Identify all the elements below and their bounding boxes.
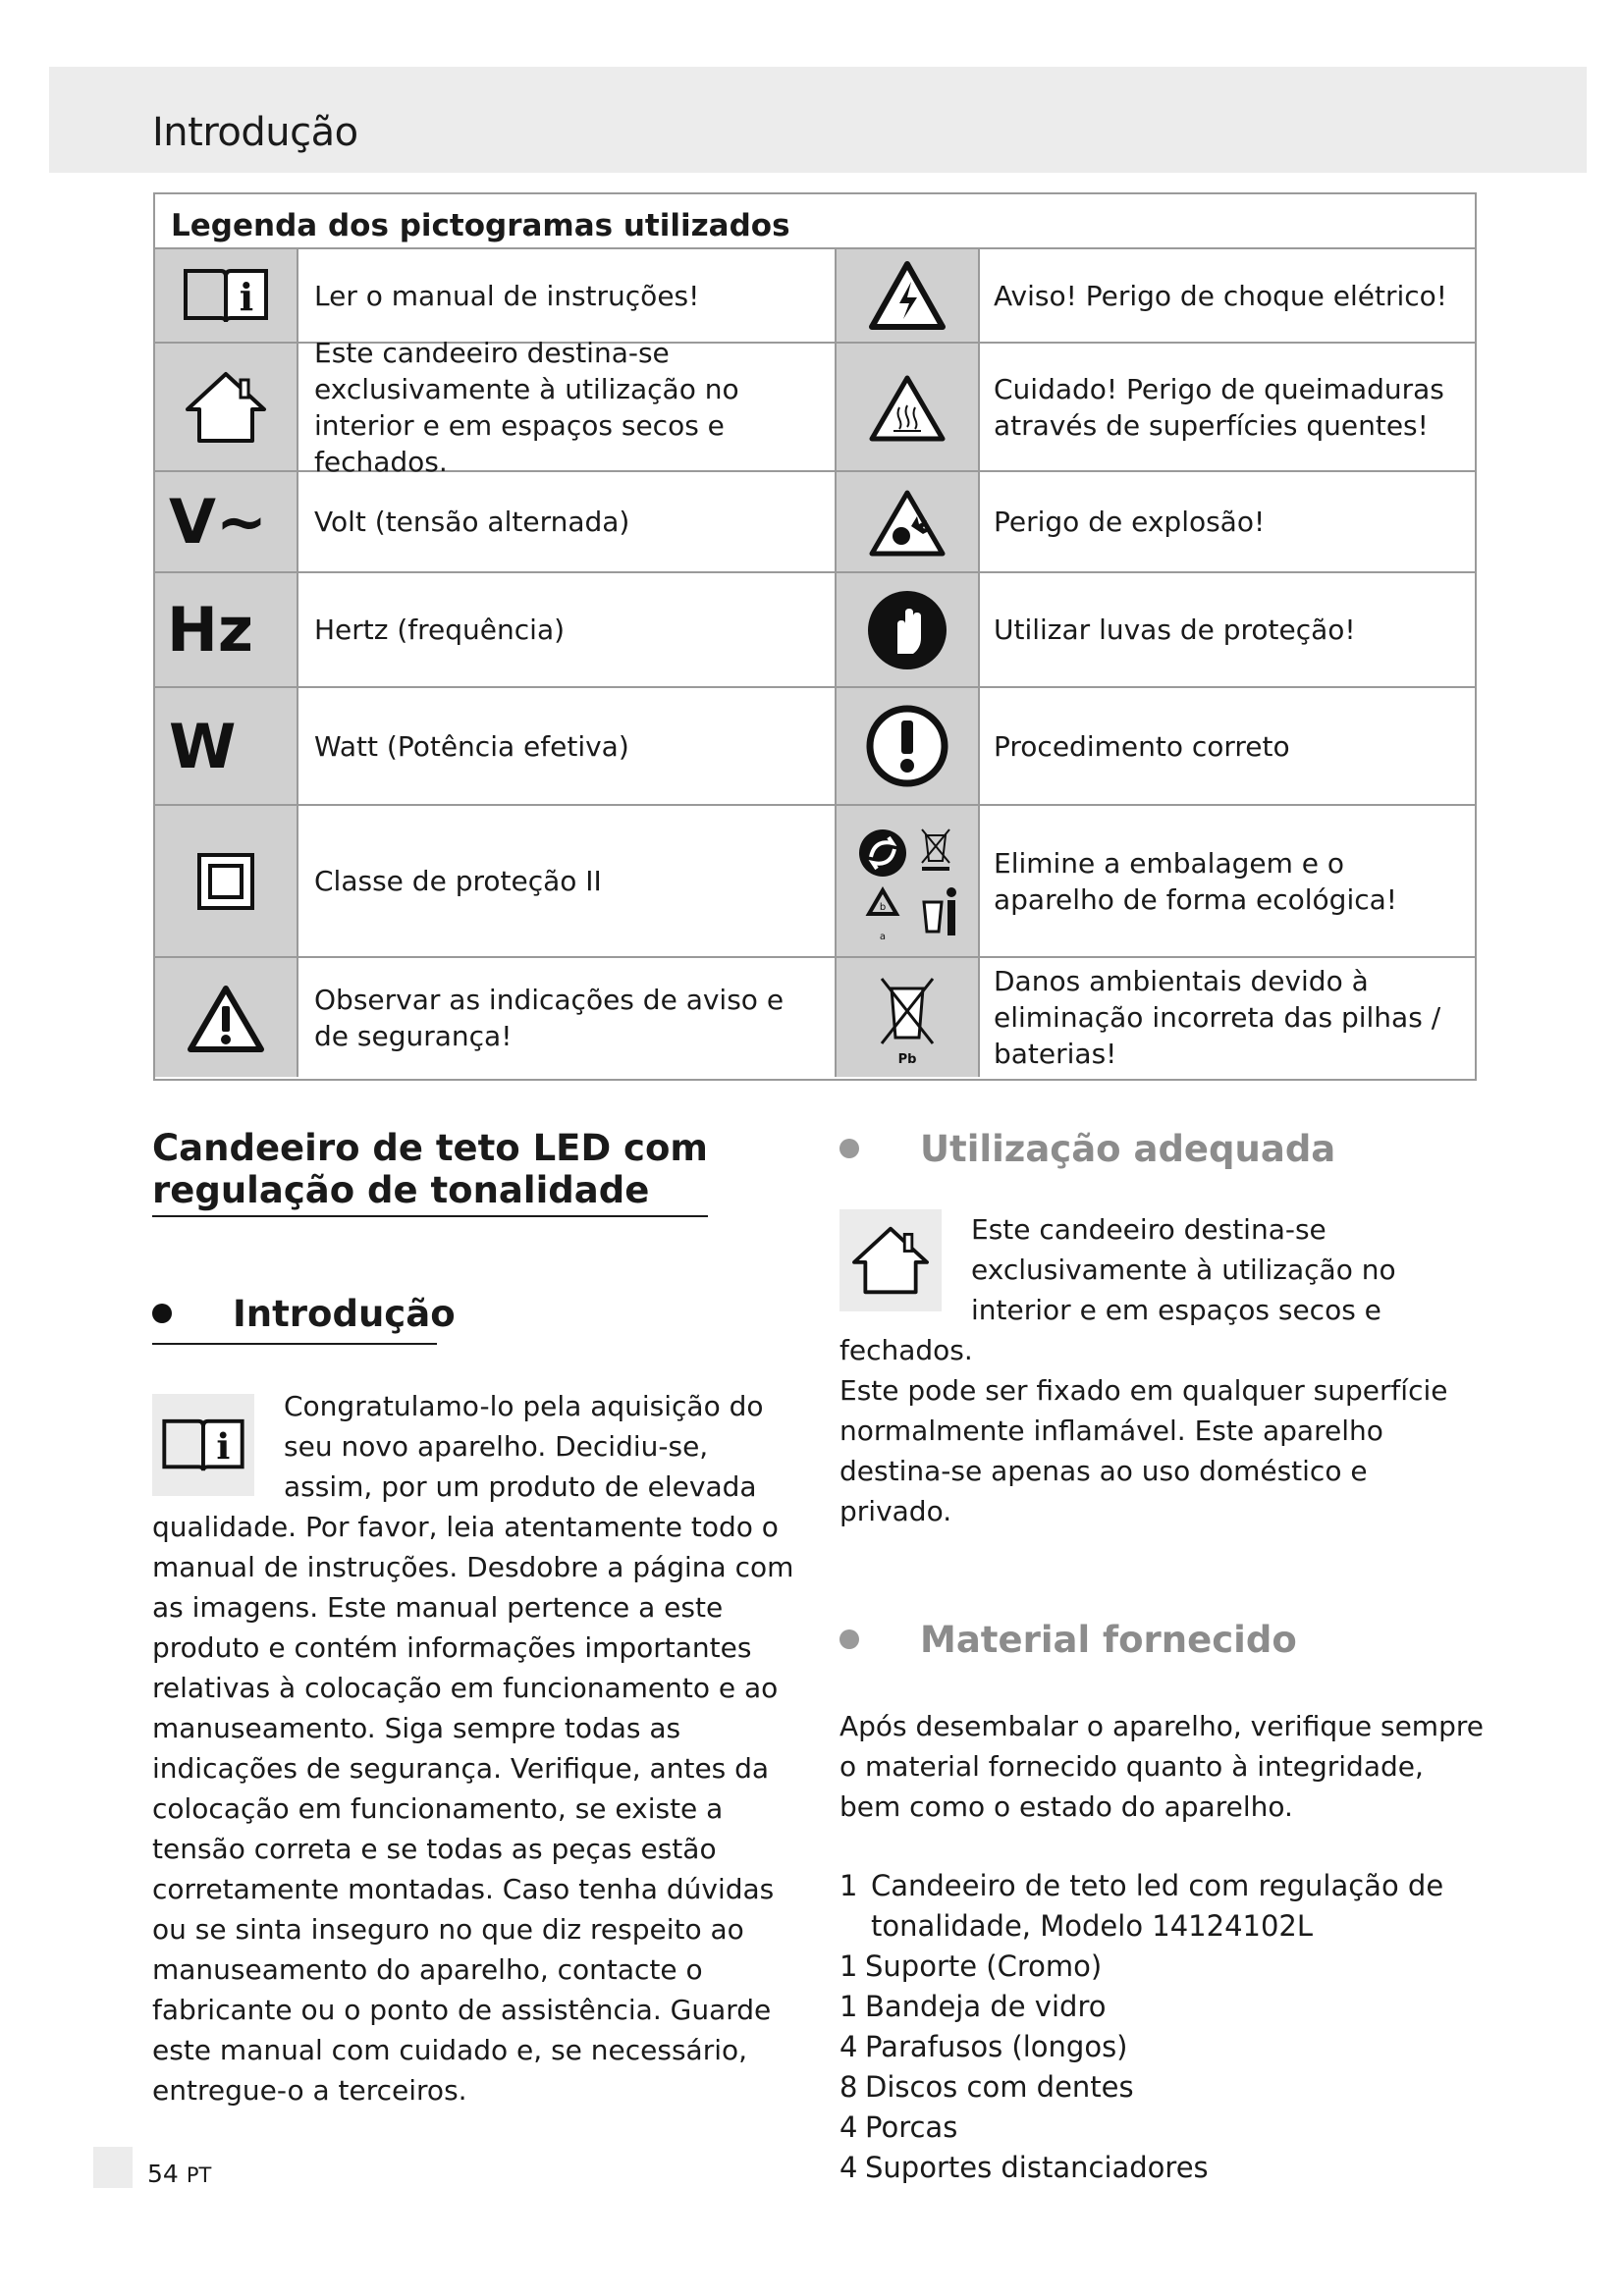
left-column [152,1119,800,2110]
intro-heading-text: Introdução [233,1292,456,1335]
protection-class-ii-icon [155,806,298,956]
legend-right-text: Aviso! Perigo de choque elétrico! [994,279,1447,312]
footer-marker [93,2147,133,2188]
legend-row [155,958,1475,1077]
legend-left-text: Hertz (frequência) [298,573,837,686]
legend-left-text: Observar as indicações de aviso e de segurança! [298,958,837,1077]
list-item: 4 Porcas [839,2110,958,2144]
svg-text:i: i [239,275,254,319]
hertz-symbol: Hz [167,594,253,666]
legend-row [155,688,1475,806]
supply-heading-text: Material fornecido [920,1618,1297,1661]
volt-ac-icon [155,472,298,571]
right-column [839,1119,1488,2188]
supply-paragraph: Após desembalar o aparelho, verifique sempre o material fornecido quanto à integridade, bem como o estado do aparelho. [839,1710,1484,1823]
legend-right-text: Procedimento correto [994,729,1290,763]
usage-heading [839,1119,1488,1178]
electric-shock-warning-icon [837,249,980,342]
product-title-line1: Candeeiro de teto LED com [152,1127,708,1169]
battery-disposal-icon [837,958,980,1077]
bullet-dot-icon [839,1139,859,1158]
usage-heading-text: Utilização adequada [920,1127,1336,1170]
watt-icon [155,688,298,804]
legend-right-text: Utilizar luvas de proteção! [994,614,1356,646]
gloves-icon [837,573,980,686]
page-number: 54 [147,2160,179,2188]
page-footer [147,2160,211,2188]
list-item: 4 Suportes distanciadores [839,2151,1209,2184]
legend-left-text: Volt (tensão alternada) [298,472,837,571]
legend-right-text: Elimine a embalagem e o aparelho de forma ecológica! [994,846,1398,916]
house-indoor-icon [839,1209,942,1311]
legend-row [155,573,1475,688]
legend-right-text: Cuidado! Perigo de queimaduras através de superfícies quentes! [994,372,1444,442]
bullet-dot-icon [839,1629,859,1649]
legend-left-text: Este candeeiro destina-se exclusivamente à utilização no interior e em espaços secos e fechados. [298,344,837,470]
page-title: Introdução [152,110,358,155]
legend-left-text: Watt (Potência efetiva) [298,688,837,804]
legend-row [155,472,1475,573]
list-item: 1 Bandeja de vidro [839,1990,1107,2023]
list-item: 8 Discos com dentes [839,2070,1134,2104]
explosion-warning-icon [837,472,980,571]
legend-row [155,806,1475,958]
manual-info-icon [152,1394,254,1496]
product-title [152,1127,708,1217]
list-item: 4 Parafusos (longos) [839,2030,1128,2063]
intro-paragraph: Congratulamo-lo pela aquisição do seu novo aparelho. Decidiu-se, assim, por um produto de elevada qualidade. Por favor, leia atentamente todo o manual de instruções. Desdobre a página com as imagens. Este manual pertence a este produto e contém informações importantes relativas à colocação em funcionamento e ao manuseamento. Siga sempre todas as indicações de segurança. Verifique, antes da colocação em funcionamento, se existe a tensão correta e se todas as peças estão corretamente montadas. Caso tenha dúvidas ou se sinta inseguro no que diz respeito ao manuseamento do aparelho, contacte o fabricante ou o ponto de assistência. Guarde este manual com cuidado e, se necessário, entregue-o a terceiros. [152,1390,794,2107]
svg-text:i: i [216,1424,231,1468]
legend-left-text: Classe de proteção II [298,806,837,956]
usage-icon-text: Este candeeiro destina-se exclusivamente à utilização no interior e em espaços secos e fechados. [839,1213,1396,1366]
product-title-line2: regulação de tonalidade [152,1169,650,1211]
legend-row [155,336,1475,478]
recycling-label-a: a [879,931,887,942]
volt-symbol: V~ [169,486,267,558]
intro-heading [152,1284,456,1343]
watt-symbol: W [169,710,237,782]
exclamation-circle-icon [837,688,980,804]
legend-row [155,249,1475,344]
legend-title: Legenda dos pictogramas utilizados [155,194,1475,249]
recycling-label-b: b [879,901,887,913]
supply-list [839,1866,1488,2188]
list-item: 1 Suporte (Cromo) [839,1949,1103,1983]
house-indoor-icon [155,344,298,470]
legend-right-text: Perigo de explosão! [994,506,1266,538]
battery-pb-label: Pb [897,1051,917,1067]
legend-right-text: Danos ambientais devido à eliminação incorreta das pilhas / baterias! [994,965,1441,1070]
bullet-dot-icon [152,1304,172,1323]
manual-info-icon [155,249,298,342]
hertz-icon [155,573,298,686]
hot-surface-warning-icon [837,344,980,470]
list-item: 1 Candeeiro de teto led com regulação de tonalidade, Modelo 14124102L [839,1869,1444,1943]
language-code: PT [186,2163,212,2187]
recycling-icons [837,806,980,956]
usage-paragraph: Este pode ser fixado em qualquer superfície normalmente inflamável. Este aparelho destina-se apenas ao uso doméstico e privado. [839,1374,1448,1527]
legend-left-text: Ler o manual de instruções! [298,249,837,342]
supply-heading [839,1610,1488,1669]
pictogram-legend-table [153,192,1477,1081]
intro-heading-block [152,1284,456,1345]
warning-triangle-icon [155,958,298,1077]
